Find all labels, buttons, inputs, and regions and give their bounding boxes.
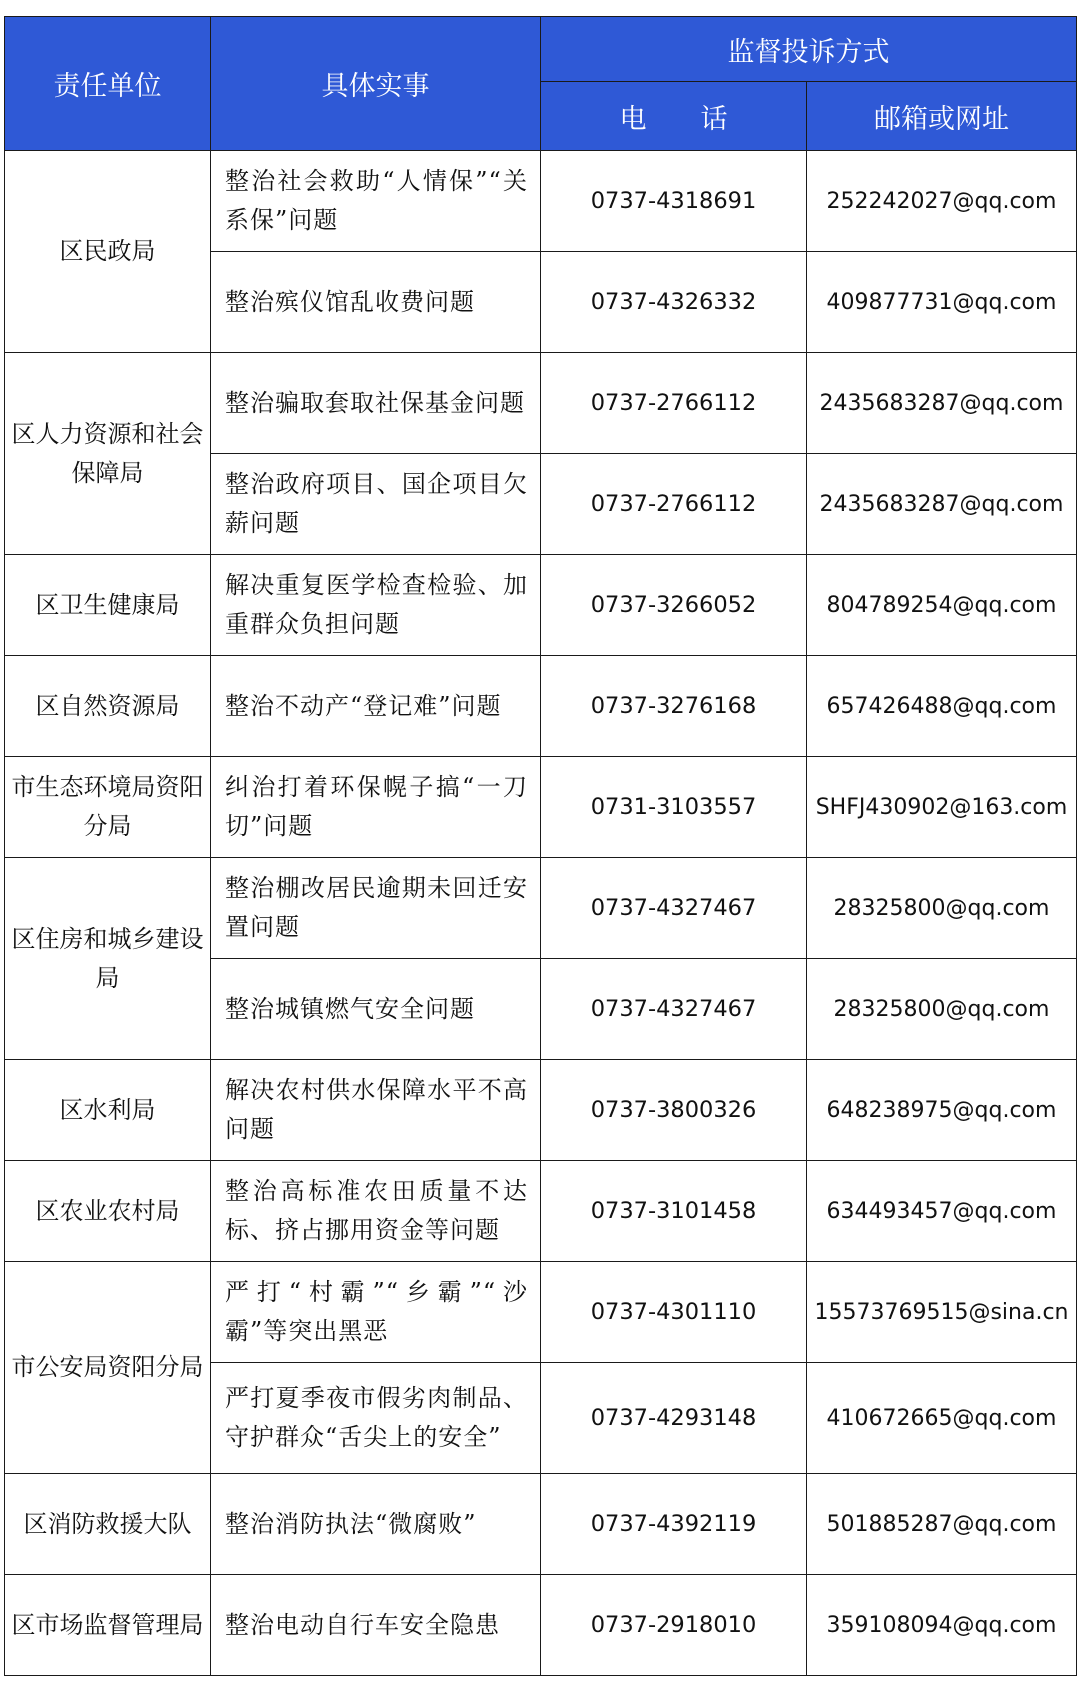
email-cell: 359108094@qq.com [807,1575,1077,1676]
unit-cell: 区人力资源和社会保障局 [5,353,211,555]
table-row [5,1161,1077,1262]
phone-cell: 0737-3101458 [541,1161,807,1262]
item-cell: 严打夏季夜市假劣肉制品、守护群众“舌尖上的安全” [211,1363,541,1474]
table-body [5,151,1077,1676]
item-cell: 整治骗取套取社保基金问题 [211,353,541,454]
email-cell: 410672665@qq.com [807,1363,1077,1474]
phone-cell: 0737-4301110 [541,1262,807,1363]
item-cell: 整治不动产“登记难”问题 [211,656,541,757]
email-cell: 634493457@qq.com [807,1161,1077,1262]
phone-cell: 0737-2918010 [541,1575,807,1676]
phone-cell: 0737-3276168 [541,656,807,757]
unit-cell: 区市场监督管理局 [5,1575,211,1676]
header-unit: 责任单位 [5,17,211,151]
header-item: 具体实事 [211,17,541,151]
email-cell: 15573769515@sina.cn [807,1262,1077,1363]
phone-cell: 0731-3103557 [541,757,807,858]
header-contact: 监督投诉方式 [541,17,1077,82]
item-cell: 整治社会救助“人情保”“关系保”问题 [211,151,541,252]
item-cell: 严打“村霸”“乡霸”“沙霸”等突出黑恶 [211,1262,541,1363]
item-cell: 整治棚改居民逾期未回迁安置问题 [211,858,541,959]
table-row [5,1262,1077,1363]
email-cell: SHFJ430902@163.com [807,757,1077,858]
item-cell: 整治高标准农田质量不达标、挤占挪用资金等问题 [211,1161,541,1262]
phone-cell: 0737-2766112 [541,353,807,454]
table-row [5,858,1077,959]
supervision-table [4,16,1077,1676]
unit-cell: 区住房和城乡建设局 [5,858,211,1060]
item-cell: 解决重复医学检查检验、加重群众负担问题 [211,555,541,656]
table-row [5,1474,1077,1575]
table-row [5,353,1077,454]
phone-cell: 0737-4293148 [541,1363,807,1474]
item-cell: 整治政府项目、国企项目欠薪问题 [211,454,541,555]
table-row [5,1060,1077,1161]
email-cell: 2435683287@qq.com [807,353,1077,454]
item-cell: 整治电动自行车安全隐患 [211,1575,541,1676]
item-cell: 整治消防执法“微腐败” [211,1474,541,1575]
header-mail: 邮箱或网址 [807,82,1077,151]
email-cell: 648238975@qq.com [807,1060,1077,1161]
email-cell: 409877731@qq.com [807,252,1077,353]
item-cell: 整治殡仪馆乱收费问题 [211,252,541,353]
header-phone: 电 话 [541,82,807,151]
item-cell: 纠治打着环保幌子搞“一刀切”问题 [211,757,541,858]
unit-cell: 区水利局 [5,1060,211,1161]
email-cell: 2435683287@qq.com [807,454,1077,555]
unit-cell: 区民政局 [5,151,211,353]
table-row [5,757,1077,858]
item-cell: 整治城镇燃气安全问题 [211,959,541,1060]
email-cell: 28325800@qq.com [807,959,1077,1060]
table-header [5,17,1077,151]
unit-cell: 区卫生健康局 [5,555,211,656]
supervision-table-container [4,16,1076,1676]
email-cell: 28325800@qq.com [807,858,1077,959]
phone-cell: 0737-4327467 [541,959,807,1060]
phone-cell: 0737-3266052 [541,555,807,656]
unit-cell: 区自然资源局 [5,656,211,757]
table-row [5,656,1077,757]
email-cell: 252242027@qq.com [807,151,1077,252]
phone-cell: 0737-3800326 [541,1060,807,1161]
email-cell: 804789254@qq.com [807,555,1077,656]
email-cell: 657426488@qq.com [807,656,1077,757]
table-row [5,151,1077,252]
phone-cell: 0737-4326332 [541,252,807,353]
unit-cell: 区消防救援大队 [5,1474,211,1575]
phone-cell: 0737-2766112 [541,454,807,555]
table-row [5,555,1077,656]
unit-cell: 市生态环境局资阳分局 [5,757,211,858]
phone-cell: 0737-4392119 [541,1474,807,1575]
unit-cell: 市公安局资阳分局 [5,1262,211,1474]
item-cell: 解决农村供水保障水平不高问题 [211,1060,541,1161]
email-cell: 501885287@qq.com [807,1474,1077,1575]
phone-cell: 0737-4327467 [541,858,807,959]
phone-cell: 0737-4318691 [541,151,807,252]
unit-cell: 区农业农村局 [5,1161,211,1262]
table-row [5,1575,1077,1676]
